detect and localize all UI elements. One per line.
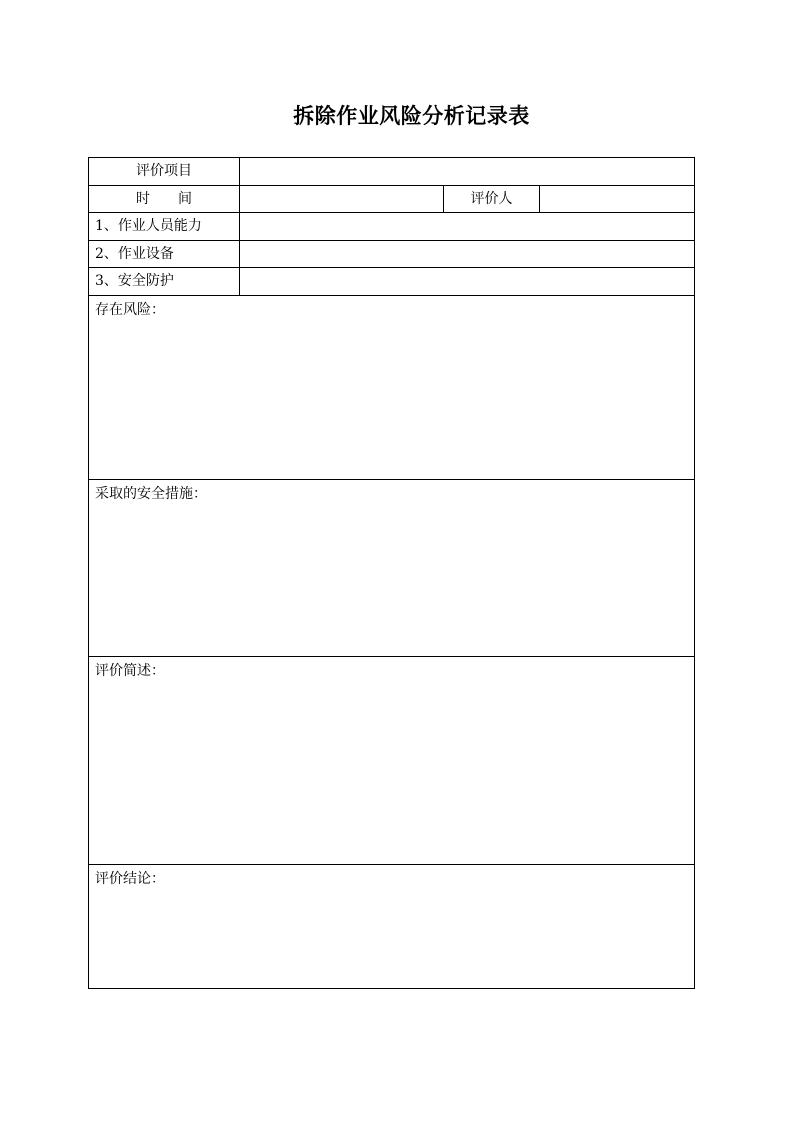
item2-field[interactable] (239, 240, 695, 268)
risks-section[interactable] (88, 295, 695, 480)
time-label: 时 间 (88, 185, 240, 213)
conclusion-label: 评价结论： (95, 871, 165, 887)
conclusion-section[interactable] (88, 864, 695, 989)
project-field[interactable] (239, 157, 695, 186)
item1-field[interactable] (239, 212, 695, 241)
item1-label: 1、作业人员能力 (88, 212, 240, 241)
risks-label: 存在风险： (95, 302, 165, 318)
evaluator-label: 评价人 (443, 185, 540, 213)
evaluator-field[interactable] (539, 185, 695, 213)
summary-label: 评价简述： (95, 663, 165, 679)
page-title: 拆除作业风险分析记录表 (293, 104, 530, 128)
item3-label: 3、安全防护 (88, 267, 240, 296)
item3-field[interactable] (239, 267, 695, 296)
item2-label: 2、作业设备 (88, 240, 240, 268)
summary-section[interactable] (88, 656, 695, 865)
measures-label: 采取的安全措施： (95, 486, 207, 502)
measures-section[interactable] (88, 479, 695, 657)
project-label: 评价项目 (88, 157, 240, 186)
time-field[interactable] (239, 185, 444, 213)
